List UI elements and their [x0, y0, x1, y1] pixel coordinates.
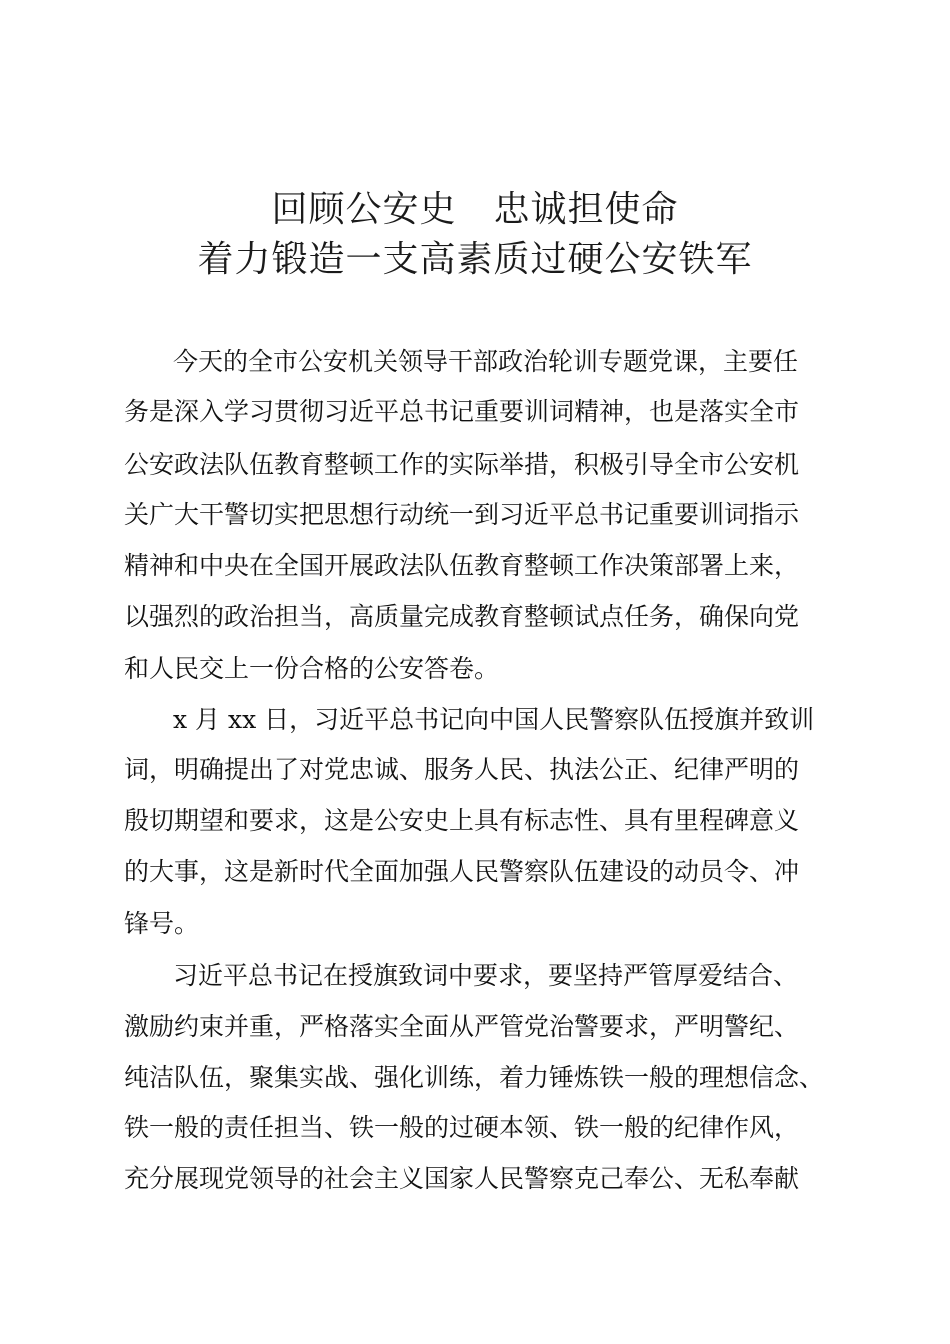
paragraph-1-line-3: 公安政法队伍教育整顿工作的实际举措，积极引导全市公安机 [124, 450, 800, 479]
paragraph-3-line-5: 充分展现党领导的社会主义国家人民警察克己奉公、无私奉献 [124, 1164, 800, 1193]
document-title-line-2: 着力锻造一支高素质过硬公安铁军 [197, 239, 753, 280]
paragraph-2-line-5: 锋号。 [124, 909, 200, 938]
paragraph-3-line-1: 习近平总书记在授旗致词中要求，要坚持严管厚爱结合、 [173, 961, 799, 990]
paragraph-3-line-3: 纯洁队伍，聚集实战、强化训练，着力锤炼铁一般的理想信念、 [124, 1063, 825, 1092]
document-title-line-1: 回顾公安史 忠诚担使命 [271, 189, 679, 230]
paragraph-1-line-6: 以强烈的政治担当，高质量完成教育整顿试点任务，确保向党 [124, 602, 800, 631]
paragraph-2-line-4: 的大事，这是新时代全面加强人民警察队伍建设的动员令、冲 [124, 857, 800, 886]
paragraph-2-line-1: x 月 xx 日，习近平总书记向中国人民警察队伍授旗并致训 [173, 705, 815, 734]
paragraph-3-line-2: 激励约束并重，严格落实全面从严管党治警要求，严明警纪、 [124, 1012, 800, 1041]
paragraph-2-line-2: 词，明确提出了对党忠诚、服务人民、执法公正、纪律严明的 [124, 755, 800, 784]
paragraph-1-line-1: 今天的全市公安机关领导干部政治轮训专题党课，主要任 [173, 347, 799, 376]
paragraph-1-line-7: 和人民交上一份合格的公安答卷。 [124, 654, 500, 683]
paragraph-2-line-3: 殷切期望和要求，这是公安史上具有标志性、具有里程碑意义 [124, 806, 800, 835]
paragraph-1-line-2: 务是深入学习贯彻习近平总书记重要训词精神，也是落实全市 [124, 397, 800, 426]
paragraph-1-line-5: 精神和中央在全国开展政法队伍教育整顿工作决策部署上来， [124, 551, 800, 580]
paragraph-3-line-4: 铁一般的责任担当、铁一般的过硬本领、铁一般的纪律作风， [124, 1113, 800, 1142]
paragraph-1-line-4: 关广大干警切实把思想行动统一到习近平总书记重要训词指示 [124, 500, 800, 529]
